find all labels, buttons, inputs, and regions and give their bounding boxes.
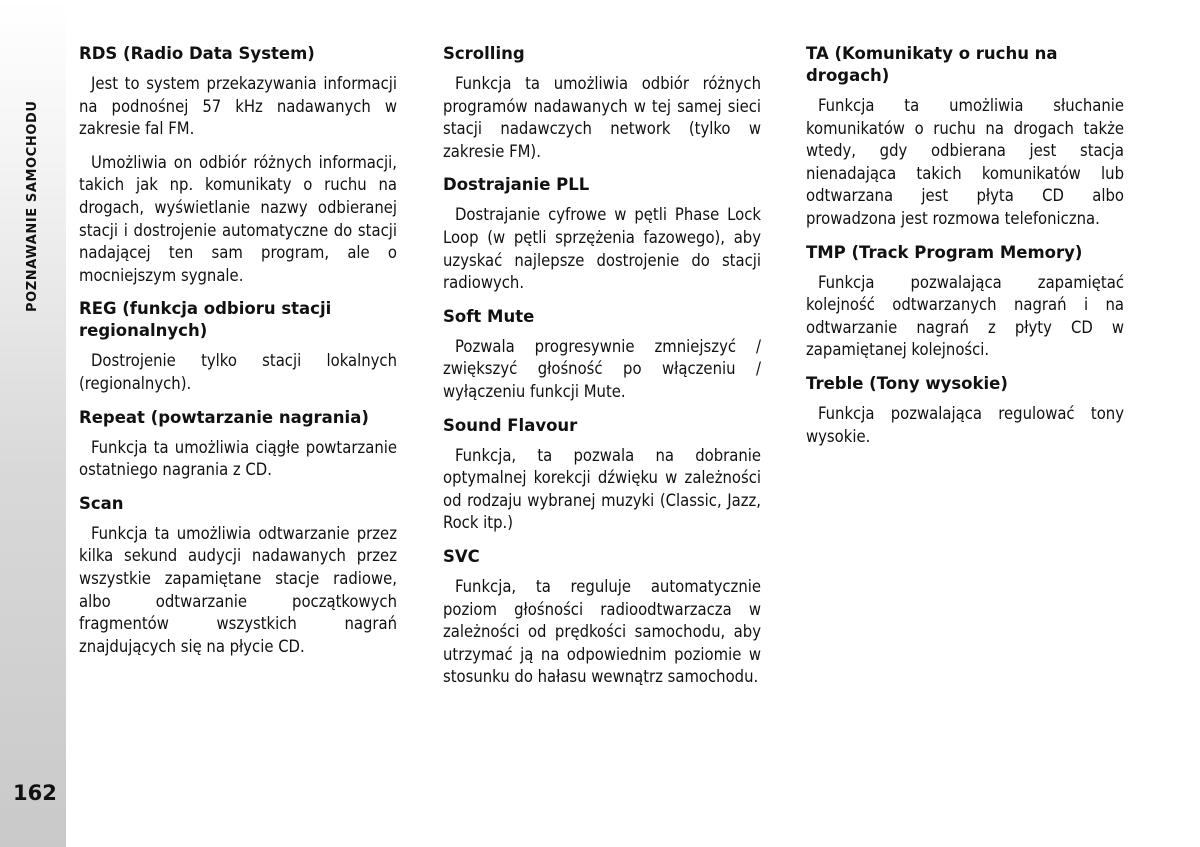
paragraph: Dostrojenie tylko stacji lokalnych (regionalnych). xyxy=(79,351,397,393)
section-treble xyxy=(806,373,1124,448)
heading-soft-mute: Soft Mute xyxy=(443,306,535,326)
section-pll xyxy=(443,174,761,294)
paragraph: Umożliwia on odbiór różnych informacji, takich jak np. komunikaty o ruchu na drogach, wyświetlanie nazwy odbieranej stacji i dostrojenie automatyczne do stacji nadającej ten sam program, ale o mocniejszym sygnale. xyxy=(79,152,397,285)
heading-scan: Scan xyxy=(79,493,124,513)
section-svc xyxy=(443,546,761,689)
heading-pll: Dostrajanie PLL xyxy=(443,175,590,195)
section-repeat xyxy=(79,407,397,482)
section-scan xyxy=(79,493,397,659)
heading-repeat: Repeat (powtarzanie nagrania) xyxy=(79,407,369,427)
section-ta xyxy=(806,43,1124,231)
section-sound-flavour xyxy=(443,415,761,535)
paragraph: Funkcja pozwalająca zapamiętać kolejność odtwarzanych nagrań i na odtwarzanie nagrań z płyty CD w zapamiętanej kolejności. xyxy=(806,272,1124,360)
paragraph: Jest to system przekazywania informacji na podnośnej 57 kHz nadawanych w zakresie fal FM. xyxy=(79,74,397,139)
paragraph: Funkcja ta umożliwia odbiór różnych programów nadawanych w tej samej sieci stacji nadawczych network (tylko w zakresie FM). xyxy=(443,74,761,161)
section-title-vertical: POZNAWANIE SAMOCHODU xyxy=(25,100,40,312)
section-scrolling xyxy=(443,43,761,163)
section-rds xyxy=(79,43,397,287)
page-number: 162 xyxy=(13,781,57,805)
section-tmp xyxy=(806,242,1124,362)
paragraph: Funkcja, ta pozwala na dobranie optymalnej korekcji dźwięku w zależności od rodzaju wybranej muzyki (Classic, Jazz, Rock itp.) xyxy=(443,445,761,533)
heading-scrolling: Scrolling xyxy=(443,44,525,63)
paragraph: Dostrajanie cyfrowe w pętli Phase Lock Loop (w pętli sprzężenia fazowego), aby uzyskać najlepsze dostrojenie do stacji radiowych. xyxy=(443,205,761,293)
heading-tmp: TMP (Track Program Memory) xyxy=(806,242,1083,262)
column-1 xyxy=(79,43,397,669)
heading-rds: RDS (Radio Data System) xyxy=(79,44,315,63)
column-3 xyxy=(806,43,1124,459)
paragraph: Funkcja ta umożliwia ciągłe powtarzanie ostatniego nagrania z CD. xyxy=(79,437,397,480)
column-2 xyxy=(443,43,761,700)
heading-reg: REG (funkcja odbioru stacji regionalnych) xyxy=(79,299,332,341)
paragraph: Funkcja, ta reguluje automatycznie poziom głośności radioodtwarzacza w zależności od prędkości samochodu, aby utrzymać ją na odpowiednim poziomie w stosunku do hałasu wewnątrz samochodu. xyxy=(443,576,761,687)
paragraph: Funkcja ta umożliwia słuchanie komunikatów o ruchu na drogach także wtedy, gdy odbierana jest stacja nienadająca takich komunikatów lub odtwarzana jest płyta CD albo prowadzona jest rozmowa telefoniczna. xyxy=(806,96,1124,228)
paragraph: Funkcja pozwalająca regulować tony wysokie. xyxy=(806,403,1124,446)
heading-ta: TA (Komunikaty o ruchu na drogach) xyxy=(806,44,1058,85)
paragraph: Pozwala progresywnie zmniejszyć / zwiększyć głośność po włączeniu / wyłączeniu funkcji Mute. xyxy=(443,336,761,401)
heading-sound-flavour: Sound Flavour xyxy=(443,415,578,435)
section-soft-mute xyxy=(443,306,761,404)
heading-svc: SVC xyxy=(443,546,480,566)
section-reg xyxy=(79,298,397,395)
heading-treble: Treble (Tony wysokie) xyxy=(806,373,1008,393)
paragraph: Funkcja ta umożliwia odtwarzanie przez kilka sekund audycji nadawanych przez wszystkie zapamiętane stacje radiowe, albo odtwarzanie początkowych fragmentów wszystkich nagrań znajdujących się na płycie CD. xyxy=(79,523,397,656)
side-tab xyxy=(0,0,66,847)
